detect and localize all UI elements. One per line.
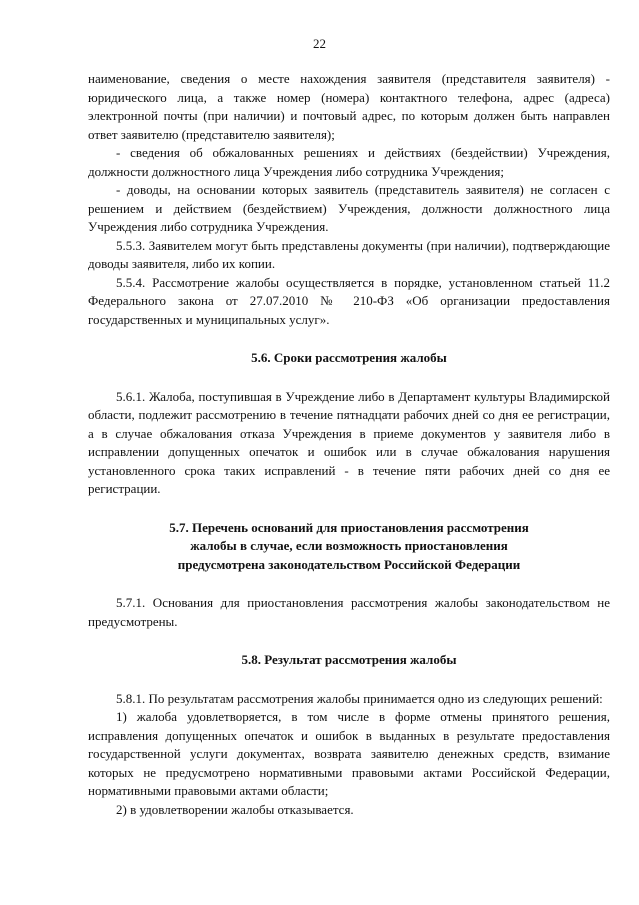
document-body bbox=[88, 70, 610, 819]
paragraph: - доводы, на основании которых заявитель (представитель заявителя) не согласен с решением и действием (бездействием) Учреждения, должности должностного лица Учреждения либо сотрудника Учреждения. bbox=[88, 182, 610, 234]
paragraph: - сведения об обжалованных решениях и действиях (бездействии) Учреждения, должности должностного лица Учреждения либо сотрудника Учреждения; bbox=[88, 145, 610, 179]
section-heading: 5.6. Сроки рассмотрения жалобы bbox=[251, 350, 447, 365]
page-number: 22 bbox=[313, 36, 326, 51]
section-heading: жалобы в случае, если возможность приостановления bbox=[190, 538, 508, 553]
paragraph: 5.7.1. Основания для приостановления рассмотрения жалобы законодательством не предусмотрены. bbox=[88, 595, 610, 629]
paragraph: наименование, сведения о месте нахождения заявителя (представителя заявителя) - юридического лица, а также номер (номера) контактного телефона, адрес (адреса) электронной почты (при наличии) и почтовый адрес, по которым должен быть направлен ответ заявителю (представителю заявителя); bbox=[88, 71, 610, 142]
paragraph: 5.6.1. Жалоба, поступившая в Учреждение либо в Департамент культуры Владимирской области, подлежит рассмотрению в течение пятнадцати рабочих дней со дня ее регистрации, а в случае обжалования отказа Учреждения в приеме документов у заявителя либо в исправлении допущенных опечаток и ошибок или в случае обжалования нарушения установленного срока таких исправлений - в течение пяти рабочих дней со дня ее регистрации. bbox=[88, 388, 610, 496]
paragraph: 5.5.4. Рассмотрение жалобы осуществляется в порядке, установленном статьей 11.2 Федерального закона от 27.07.2010 № 210-ФЗ «Об организации предоставления государственных и муниципальных услуг». bbox=[88, 274, 610, 327]
paragraph: 1) жалоба удовлетворяется, в том числе в форме отмены принятого решения, исправления допущенных опечаток и ошибок в выданных в результате предоставления государственной услуги документах, возврата заявителю денежных средств, взимание которых не предусмотрено нормативными правовыми актами Российской Федерации, нормативными правовыми актами области; bbox=[88, 709, 610, 798]
paragraph: 5.5.3. Заявителем могут быть представлены документы (при наличии), подтверждающие доводы заявителя, либо их копии. bbox=[88, 237, 610, 271]
section-heading: предусмотрена законодательством Российской Федерации bbox=[177, 556, 521, 572]
paragraph: 2) в удовлетворении жалобы отказывается. bbox=[116, 801, 354, 817]
paragraph: 5.8.1. По результатам рассмотрения жалобы принимается одно из следующих решений: bbox=[116, 690, 603, 706]
section-heading: 5.8. Результат рассмотрения жалобы bbox=[241, 652, 457, 667]
section-heading: 5.7. Перечень оснований для приостановления рассмотрения bbox=[169, 519, 529, 535]
